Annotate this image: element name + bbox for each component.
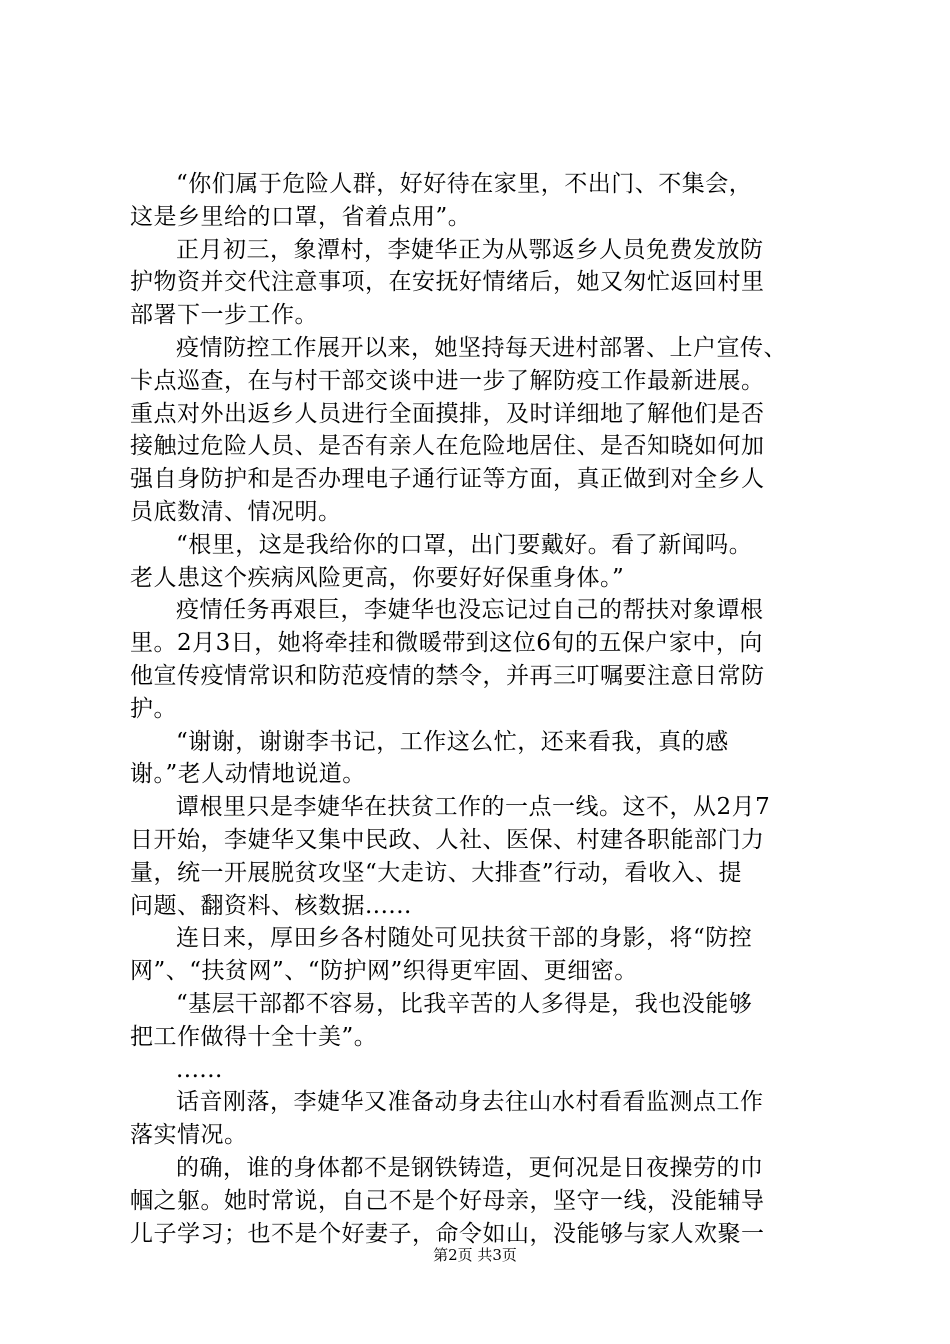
page-number-footer: 第2页 共3页: [433, 1246, 517, 1264]
paragraph: “基层干部都不容易，比我辛苦的人多得是，我也没能够 把工作做得十全十美”。: [130, 990, 753, 1050]
ellipsis-line: ......: [176, 1056, 223, 1083]
paragraph: 谭根里只是李婕华在扶贫工作的一点一线。这不，从2月7 日开始，李婕华又集中民政、人社、医保、村建各职能部门力 量，统一开展脱贫攻坚“大走访、大排查”行动，看收入、提 问题、翻资料、核数据......: [130, 794, 771, 919]
document-body: [130, 168, 835, 1250]
paragraph: 话音刚落，李婕华又准备动身去往山水村看看监测点工作 落实情况。: [130, 1089, 764, 1149]
paragraph: “谢谢，谢谢李书记，工作这么忙，还来看我，真的感 谢。”老人动情地说道。: [130, 728, 729, 788]
paragraph: “你们属于危险人群，好好待在家里，不出门、不集会， 这是乡里给的口罩，省着点用”。: [130, 171, 753, 230]
paragraph: 疫情防控工作展开以来，她坚持每天进村部署、上户宣传、 卡点巡查，在与村干部交谈中进一步了解防疫工作最新进展。 重点对外出返乡人员进行全面摸排，及时详细地了解他们是否 接触过危险人员、是否有亲人在危险地居住、是否知晓如何加 强自身防护和是否办理电子通行证等方面，真正做到对全乡人 员底数清、情况明。: [130, 334, 787, 525]
paragraph: 正月初三，象潭村，李婕华正为从鄂返乡人员免费发放防 护物资并交代注意事项，在安抚好情绪后，她又匆忙返回村里 部署下一步工作。: [130, 236, 765, 329]
paragraph: 的确，谁的身体都不是钢铁铸造，更何况是日夜操劳的巾 帼之躯。她时常说，自己不是个好母亲，坚守一线，没能辅导 儿子学习；也不是个好妻子，命令如山，没能够与家人欢聚一: [130, 1154, 765, 1247]
paragraph: 连日来，厚田乡各村随处可见扶贫干部的身影，将“防控 网”、“扶贫网”、“防护网”织得更牢固、更细密。: [130, 925, 753, 985]
paragraph: “根里，这是我给你的口罩，出门要戴好。看了新闻吗。 老人患这个疾病风险更高，你要好好保重身体。”: [130, 531, 753, 591]
paragraph: 疫情任务再艰巨，李婕华也没忘记过自己的帮扶对象谭根 里。2月3日，她将牵挂和微暖带到这位6旬的五保户家中，向 他宣传疫情常识和防范疫情的禁令，并再三叮嘱要注意日常防 护。: [130, 597, 765, 722]
